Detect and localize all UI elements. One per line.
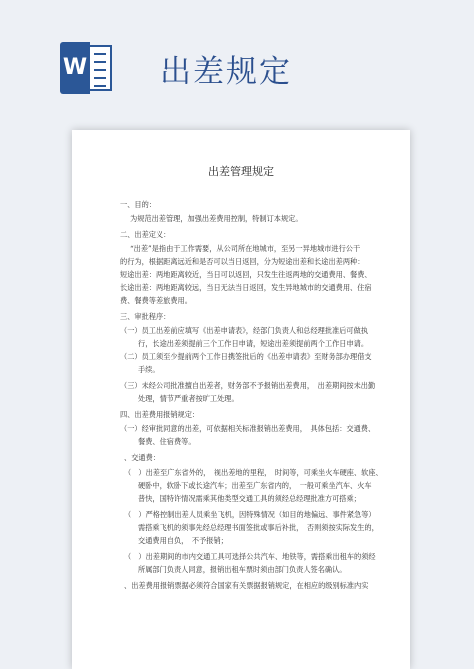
text-line: 所属部门负责人同意，报销出租车票时须由部门负责人签名确认。	[138, 565, 347, 574]
document-page	[72, 130, 410, 669]
text-line: 、交通费：	[124, 453, 160, 462]
text-line: 的行为，根据距离远近和是否可以当日返回，分为短途出差和长途出差两种：	[120, 257, 365, 266]
text-line: 硬卧中，软卧下或长途汽车；出差至广东省内的， 一般可乘坐汽车、火车	[138, 481, 372, 490]
text-line: 需搭乘飞机的须事先经总经理书面签批或事后补批， 否则须按实际发生的，	[138, 523, 379, 532]
document-heading: 出差规定	[160, 54, 292, 90]
text-line: 处理，情节严重者按旷工处理。	[138, 394, 239, 403]
text-line: （ ）严格控制出差人员乘坐飞机，因特殊情况（如目的地偏远、事件紧急等）	[124, 510, 376, 519]
text-line: （ ）出差期间的市内交通工具可选择公共汽车、地铁等，需搭乘出租车的须经	[124, 552, 376, 561]
text-line: 三、审批程序：	[120, 312, 171, 321]
text-line: 费、餐费等差旅费用。	[120, 296, 192, 305]
text-line: 为规范出差管理，加强出差费用控制，特制订本规定。	[130, 214, 303, 223]
text-line: （ ）出差至广东省外的， 视出差地的里程， 时间等，可乘坐火车硬座、软座、	[124, 468, 383, 477]
text-line: 餐费、住宿费等。	[138, 437, 196, 446]
text-line: 手续。	[138, 365, 160, 374]
header-banner	[0, 0, 474, 130]
text-line: （一）经审批同意的出差，可依据相关标准报销出差费用， 具体包括：交通费、	[120, 424, 376, 433]
text-line: 普快，国特许情况需乘其他类型交通工具的须经总经理批准方可搭乘；	[138, 494, 361, 503]
page-title: 出差管理规定	[208, 165, 274, 178]
text-line: （一）员工出差前应填写《出差申请表》，经部门负责人和总经理批准后可做执	[120, 326, 368, 335]
text-line: 二、出差定义：	[120, 230, 171, 239]
text-line: “出差”是指由于工作需要，从公司所在地城市，至另一异地城市进行公干	[130, 244, 361, 253]
text-line: 四、出差费用报销规定：	[120, 410, 200, 419]
text-line: 、出差费用报销票据必须符合国家有关票据报销规定，在相应的级别标准内实	[124, 581, 369, 590]
text-line: 长途出差：两地距离较远，当日无法当日返回，发生异地城市的交通费用、住宿	[120, 283, 372, 292]
text-line: 行，长途出差须提前三个工作日申请，短途出差须提前两个工作日申请。	[138, 339, 369, 348]
text-line: 一、目的：	[120, 200, 156, 209]
text-line: 交通费用自负， 不予报销；	[138, 536, 228, 545]
text-line: （三）未经公司批准擅自出差者，财务部不予报销出差费用， 出差期间按未出勤	[120, 381, 376, 390]
text-line: （二）员工须至少提前两个工作日携签批后的《出差申请表》至财务部办理借支	[120, 352, 372, 361]
text-line: 短途出差：两地距离较近，当日可以返回，只发生往返两地的交通费用、餐费、	[120, 270, 372, 279]
word-icon-letter: W	[60, 42, 90, 94]
word-icon	[60, 42, 112, 94]
